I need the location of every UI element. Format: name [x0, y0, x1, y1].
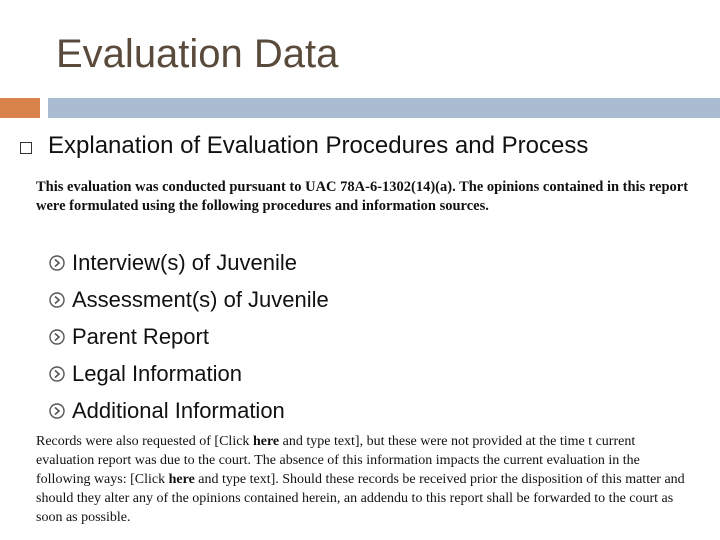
list-item-label: Additional Information [72, 398, 285, 423]
records-placeholder-link: here [168, 472, 195, 487]
list-item-label: Legal Information [72, 361, 242, 386]
header-rule-bar [48, 98, 720, 118]
records-text: Records were also requested of [Click [36, 434, 253, 449]
square-bullet-icon [20, 142, 32, 154]
procedures-list [48, 244, 329, 429]
records-paragraph [36, 432, 688, 528]
circled-arrow-bullet-icon [48, 365, 66, 383]
list-item [48, 281, 329, 318]
list-item-label: Interview(s) of Juvenile [72, 250, 297, 275]
circled-arrow-bullet-icon [48, 402, 66, 420]
list-item [48, 355, 329, 392]
list-item-label: Parent Report [72, 324, 209, 349]
list-item [48, 244, 329, 281]
section-heading: Explanation of Evaluation Procedures and Process [48, 132, 589, 159]
records-placeholder-link: here [252, 434, 280, 449]
slide-title: Evaluation Data [56, 32, 339, 76]
records-text: and type text], but these were not provided at the time t current evaluation report was due to the court. The absence of this information impacts the current evaluation in the following ways: [Click [36, 434, 640, 487]
records-text: and type text]. Should these records be received prior the disposition of this matter and should they alter any of the opinions contained herein, an addendu to this report shall be forwarded to the court as soon as possible. [36, 472, 685, 525]
circled-arrow-bullet-icon [48, 254, 66, 272]
accent-bar [0, 98, 40, 118]
list-item-label: Assessment(s) of Juvenile [72, 287, 329, 312]
list-item [48, 392, 329, 429]
circled-arrow-bullet-icon [48, 328, 66, 346]
intro-paragraph: This evaluation was conducted pursuant to UAC 78A-6-1302(14)(a). The opinions contained in this report were formulated using the following procedures and information sources. [36, 179, 689, 214]
list-item [48, 318, 329, 355]
circled-arrow-bullet-icon [48, 291, 66, 309]
